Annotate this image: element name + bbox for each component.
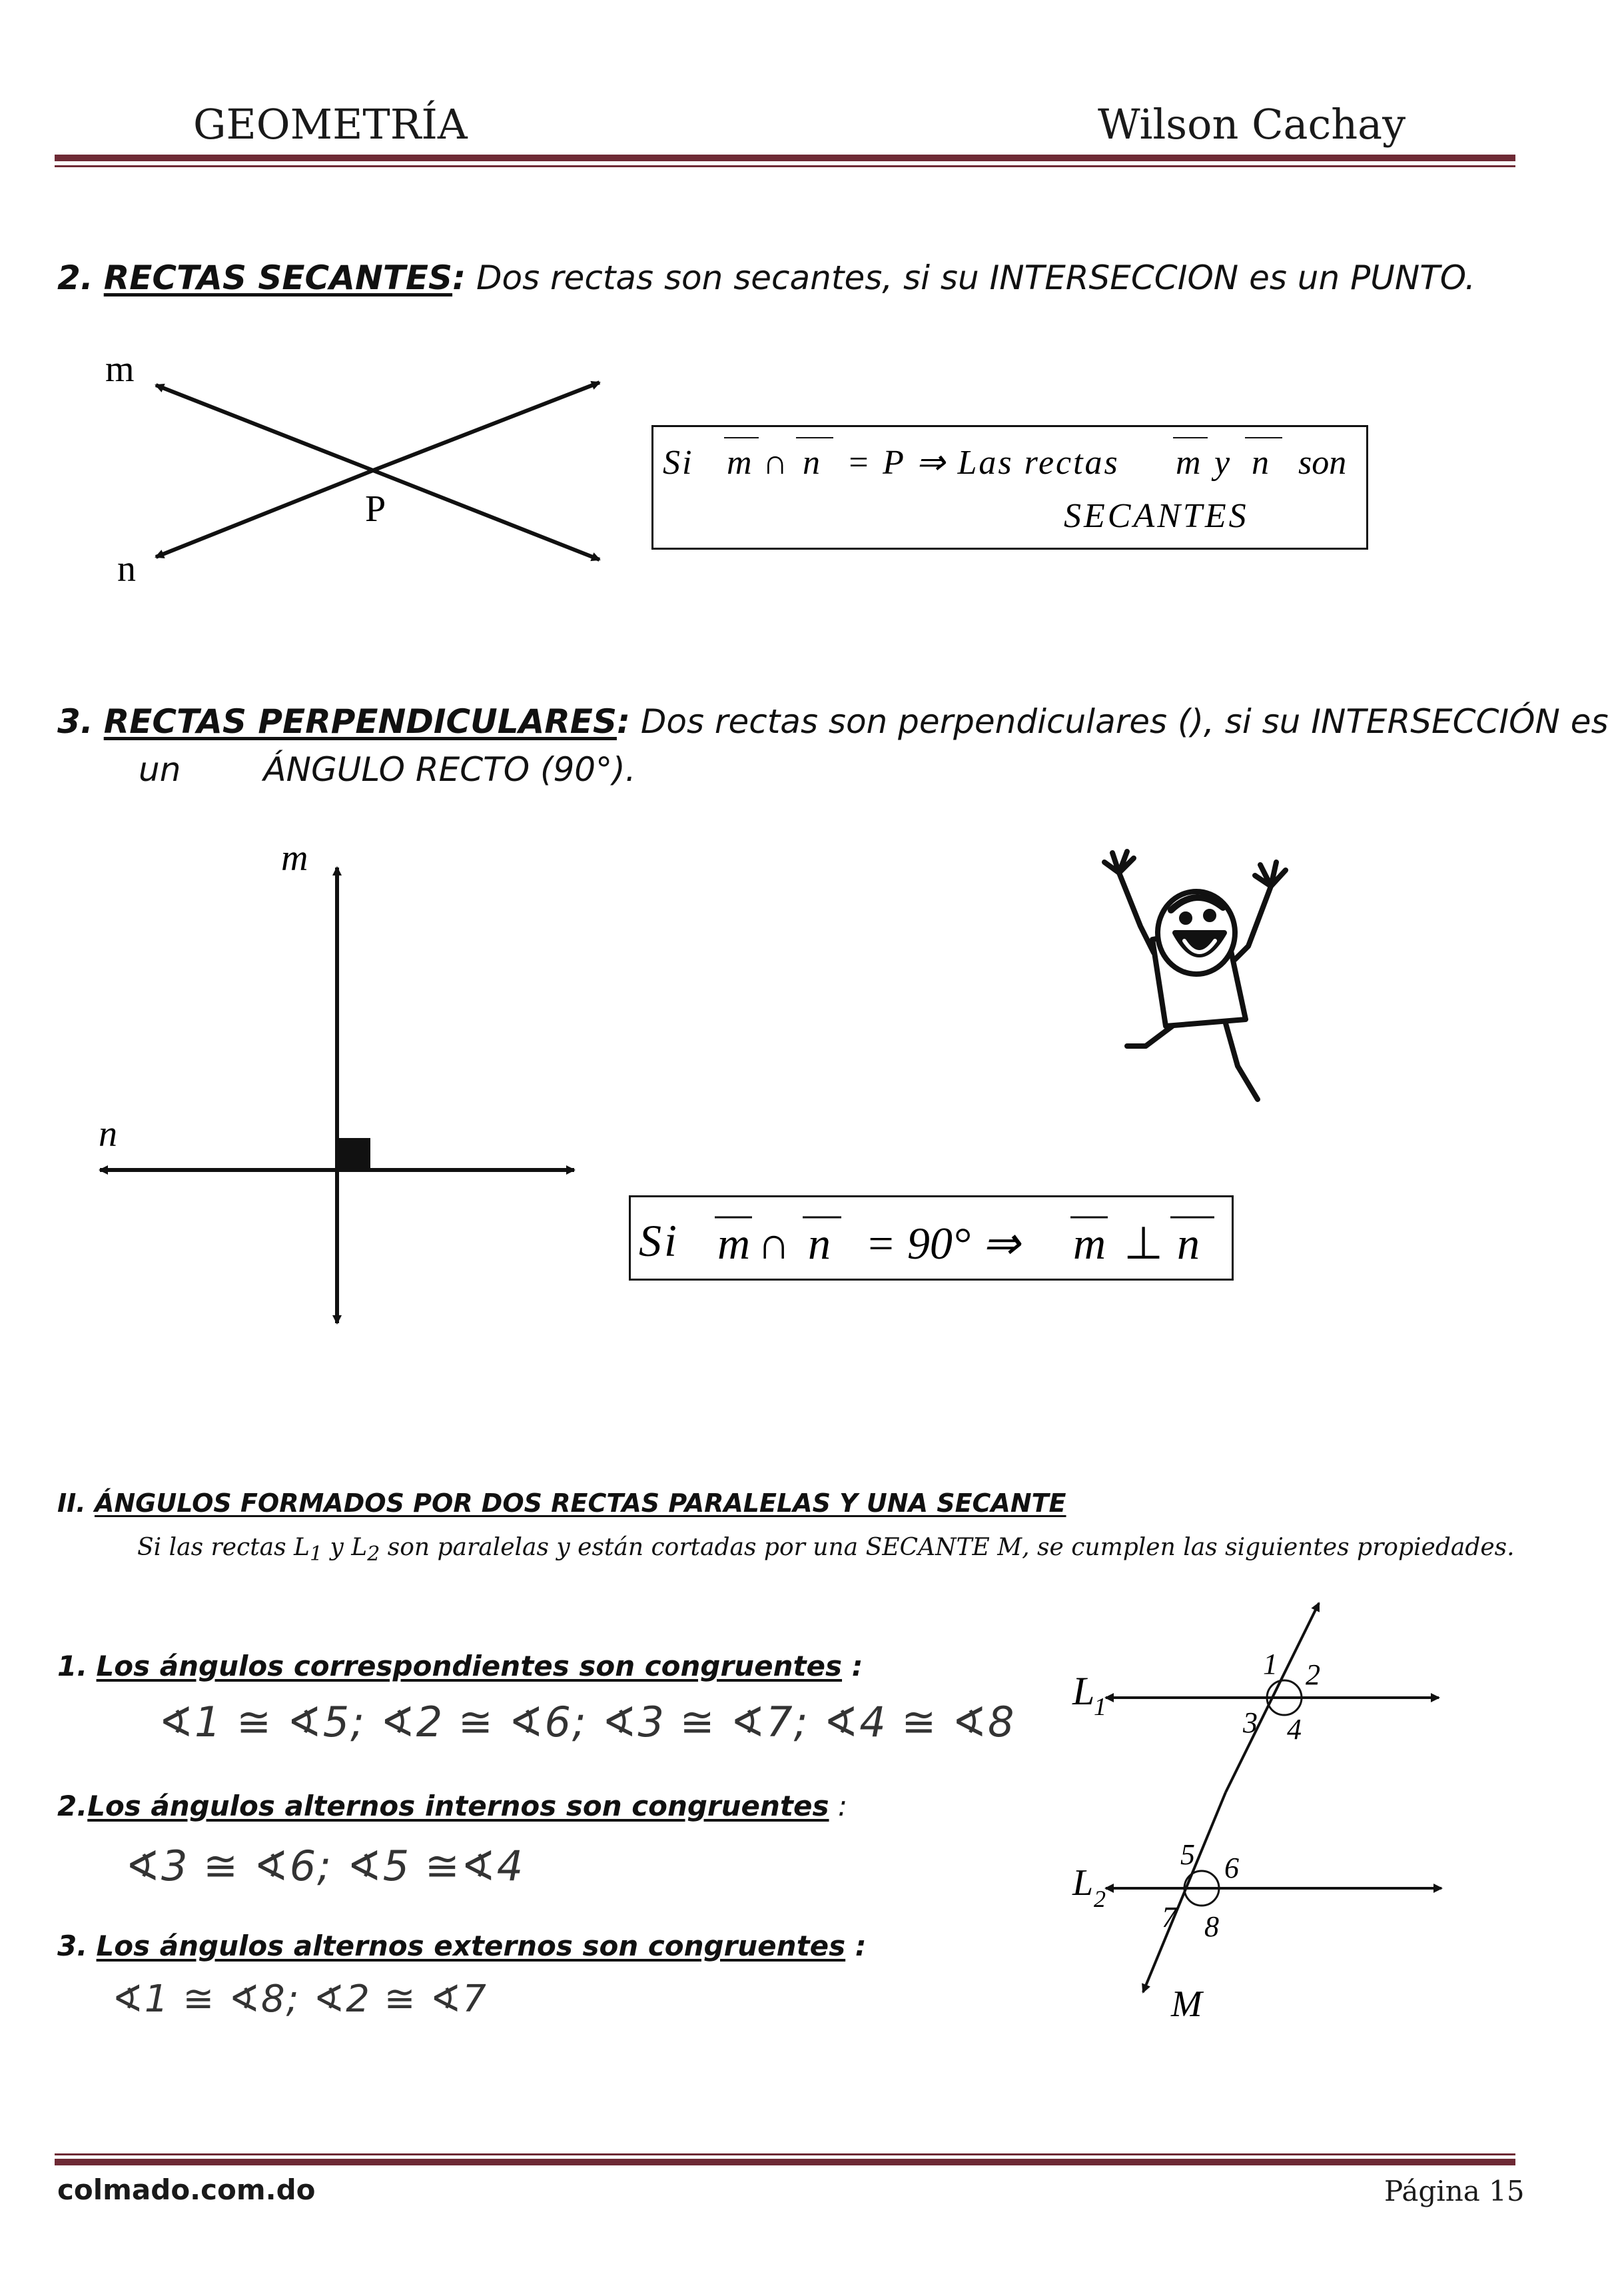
svg-text:SECANTES: SECANTES <box>1064 497 1249 535</box>
svg-text:6: 6 <box>1224 1852 1239 1884</box>
svg-text:Si: Si <box>663 444 694 482</box>
footer-page-number: Página 15 <box>1384 2175 1525 2207</box>
header-author: Wilson Cachay <box>1098 100 1406 149</box>
point-p-label: P <box>365 488 386 530</box>
property-3-relation: ∢1 ≅ ∢8; ∢2 ≅ ∢7 <box>112 1978 488 2021</box>
svg-text:m: m <box>727 444 752 482</box>
perpendicular-formula-box <box>629 1195 1234 1281</box>
line-m-label: m <box>105 348 135 390</box>
svg-text:2: 2 <box>1306 1658 1320 1691</box>
svg-text:⊥: ⊥ <box>1124 1218 1164 1269</box>
secII-intro: Si las rectas $L_1$ y $L_2$ son paralelas y están cortadas por una SECANTE M, se cumplen las siguientes propiedades. <box>137 1534 1515 1566</box>
property-2-relation: ∢3 ≅ ∢6; ∢5 ≅∢4 <box>125 1842 525 1890</box>
svg-text:L: L <box>1072 1862 1094 1904</box>
property-2-heading: 2.Los ángulos alternos internos son congruentes : <box>57 1790 848 1822</box>
line-n-label: n <box>117 548 136 590</box>
svg-text:Si: Si <box>639 1215 679 1266</box>
svg-text:3: 3 <box>1243 1706 1258 1739</box>
secII-heading: II. ÁNGULOS FORMADOS POR DOS RECTAS PARALELAS Y UNA SECANTE <box>57 1488 1066 1518</box>
svg-text:7: 7 <box>1162 1901 1176 1934</box>
line-n-label: n <box>99 1113 117 1155</box>
svg-text:m: m <box>717 1218 751 1269</box>
svg-text:m: m <box>1176 444 1201 482</box>
parallel-lines-secant-figure <box>1052 1599 1479 2039</box>
cartoon-man-icon <box>1092 846 1292 1106</box>
svg-text:n: n <box>803 444 820 482</box>
svg-text:son: son <box>1298 444 1347 482</box>
svg-text:= P ⇒ Las rectas: = P ⇒ Las rectas <box>847 444 1120 482</box>
svg-text:n: n <box>1252 444 1269 482</box>
svg-text:5: 5 <box>1180 1838 1195 1871</box>
svg-text:∩: ∩ <box>763 444 788 482</box>
line-m-label: m <box>281 840 308 879</box>
header-title: GEOMETRÍA <box>193 100 468 149</box>
perpendicular-lines-figure <box>80 840 586 1333</box>
svg-text:2: 2 <box>1094 1886 1106 1912</box>
svg-text:m: m <box>1073 1218 1106 1269</box>
footer-rule <box>55 2159 1515 2165</box>
svg-text:y: y <box>1214 444 1230 482</box>
svg-text:4: 4 <box>1287 1713 1302 1746</box>
header-rule-thin <box>55 165 1515 167</box>
secant-lines-figure <box>93 346 639 600</box>
property-1-heading: 1. Los ángulos correspondientes son congruentes : <box>57 1650 863 1682</box>
svg-text:1: 1 <box>1263 1648 1278 1680</box>
right-angle-mark <box>338 1138 370 1169</box>
property-3-heading: 3. Los ángulos alternos externos son congruentes : <box>57 1930 867 1962</box>
header-rule <box>55 155 1515 161</box>
svg-text:n: n <box>808 1218 831 1269</box>
sec3-heading: 3. RECTAS PERPENDICULARES: Dos rectas son perpendiculares (), si su INTERSECCIÓN es <box>57 702 1609 741</box>
footer-rule-thin <box>55 2153 1515 2155</box>
property-1-relation: ∢1 ≅ ∢5; ∢2 ≅ ∢6; ∢3 ≅ ∢7; ∢4 ≅ ∢8 <box>159 1698 1016 1746</box>
svg-text:1: 1 <box>1094 1693 1106 1721</box>
sec2-heading: 2. RECTAS SECANTES: Dos rectas son secantes, si su INTERSECCION es un PUNTO. <box>57 259 1475 297</box>
svg-text:n: n <box>1177 1218 1200 1269</box>
svg-text:∩: ∩ <box>757 1218 791 1269</box>
sec3-heading-line2: un ÁNGULO RECTO (90°). <box>139 750 636 789</box>
svg-text:= 90° ⇒: = 90° ⇒ <box>865 1218 1020 1269</box>
secant-formula-box <box>651 425 1368 550</box>
svg-text:M: M <box>1171 1984 1202 2025</box>
svg-text:8: 8 <box>1204 1910 1219 1943</box>
svg-text:L: L <box>1072 1669 1095 1713</box>
footer-site: colmado.com.do <box>57 2173 316 2206</box>
